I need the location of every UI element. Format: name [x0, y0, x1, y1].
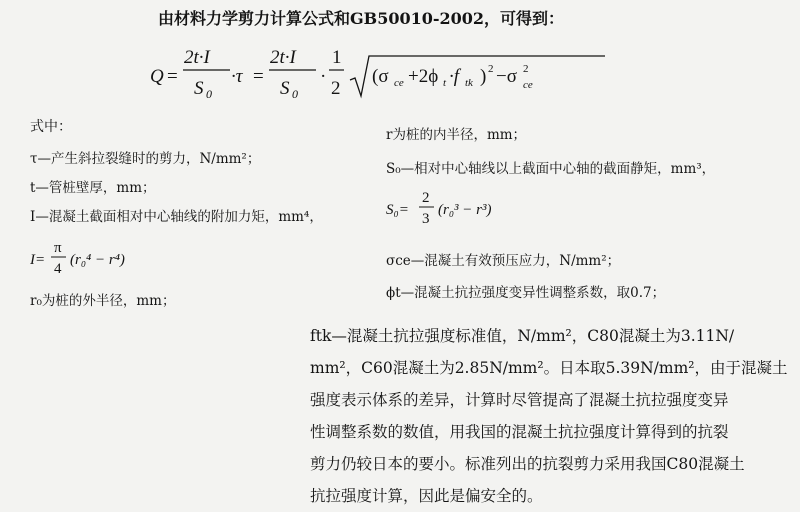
sqrt-inner-ce2: ce [523, 79, 533, 91]
ftk-paragraph [310, 320, 790, 512]
sqrt-inner-tk: tk [465, 77, 473, 89]
s0-formula-num: 2 [422, 190, 430, 206]
formula-dot: · [320, 66, 327, 87]
i-formula-rhs: (r₀⁴ − r⁴) [70, 252, 125, 268]
formula-frac2-num: 2t·I [270, 47, 296, 68]
sqrt-inner-ftk: ·f [449, 66, 460, 87]
formula-eq1: = [167, 66, 178, 87]
paragraph-line-6: 抗拉强度计算，因此是偏安全的。 [310, 487, 543, 505]
sqrt-inner-ce: ce [394, 77, 404, 89]
sqrt-inner-t: t [443, 77, 447, 89]
s0-formula-lhs: S₀= [386, 202, 409, 218]
formula-frac2-den: S [280, 78, 290, 99]
s0-formula [386, 188, 606, 230]
i-formula-num: π [54, 240, 62, 256]
r-definition: r为桩的内半径，mm； [386, 127, 527, 143]
r0-definition: r₀为桩的外半径，mm； [30, 293, 176, 309]
sigma-definition: σce—混凝土有效预压应力，N/mm²； [386, 253, 621, 269]
paragraph-line-4: 性调整系数的数值，用我国的混凝土抗拉强度计算得到的抗裂 [310, 423, 729, 441]
formula-q: Q [150, 66, 164, 87]
s0-formula-den: 3 [422, 211, 430, 227]
i-formula-den: 4 [54, 261, 62, 277]
formula-frac1-den: S [194, 78, 204, 99]
paragraph-line-5: 剪力仍较日本的要小。标准列出的抗裂剪力采用我国C80混凝土 [310, 455, 745, 473]
sqrt-inner-sq2: 2 [523, 63, 529, 75]
phi-definition: ϕt—混凝土抗拉强度变异性调整系数，取0.7； [386, 285, 666, 301]
i-definition: I—混凝土截面相对中心轴线的附加力矩，mm⁴， [30, 209, 323, 225]
i-formula [30, 238, 250, 280]
s0-formula-rhs: (r₀³ − r³) [438, 202, 492, 218]
paragraph-line-2: mm²，C60混凝土为2.85N/mm²。日本取5.39N/mm²，由于混凝土 [310, 359, 788, 377]
definitions-heading: 式中： [30, 119, 72, 135]
sqrt-inner-minus: −σ [496, 66, 517, 87]
sqrt-inner-close: ) [480, 66, 487, 87]
sqrt-inner-plus: +2ϕ [408, 66, 439, 87]
formula-frac1-num: 2t·I [184, 47, 210, 68]
formula-frac2-den-sub: 0 [292, 87, 298, 101]
page-title: 由材料力学剪力计算公式和GB50010-2002，可得到： [158, 9, 565, 28]
s0-definition: S₀—相对中心轴线以上截面中心轴的截面静矩，mm³， [386, 161, 716, 177]
formula-frac1-den-sub: 0 [206, 87, 212, 101]
paragraph-line-1: ftk—混凝土抗拉强度标准值，N/mm²，C80混凝土为3.11N/ [310, 327, 735, 345]
paragraph-line-3: 强度表示体系的差异，计算时尽管提高了混凝土抗拉强度变异 [310, 391, 729, 409]
formula-half-num: 1 [332, 47, 342, 68]
tau-definition: τ—产生斜拉裂缝时的剪力，N/mm²； [30, 151, 261, 167]
sqrt-inner-open: (σ [372, 66, 389, 87]
t-definition: t—管桩壁厚，mm； [30, 180, 156, 196]
main-formula [150, 38, 610, 108]
formula-half-den: 2 [331, 78, 341, 99]
formula-eq2: = [253, 66, 264, 87]
i-formula-lhs: I= [30, 252, 46, 268]
sqrt-inner-sq: 2 [488, 63, 494, 75]
formula-tau: ·τ [231, 66, 243, 87]
